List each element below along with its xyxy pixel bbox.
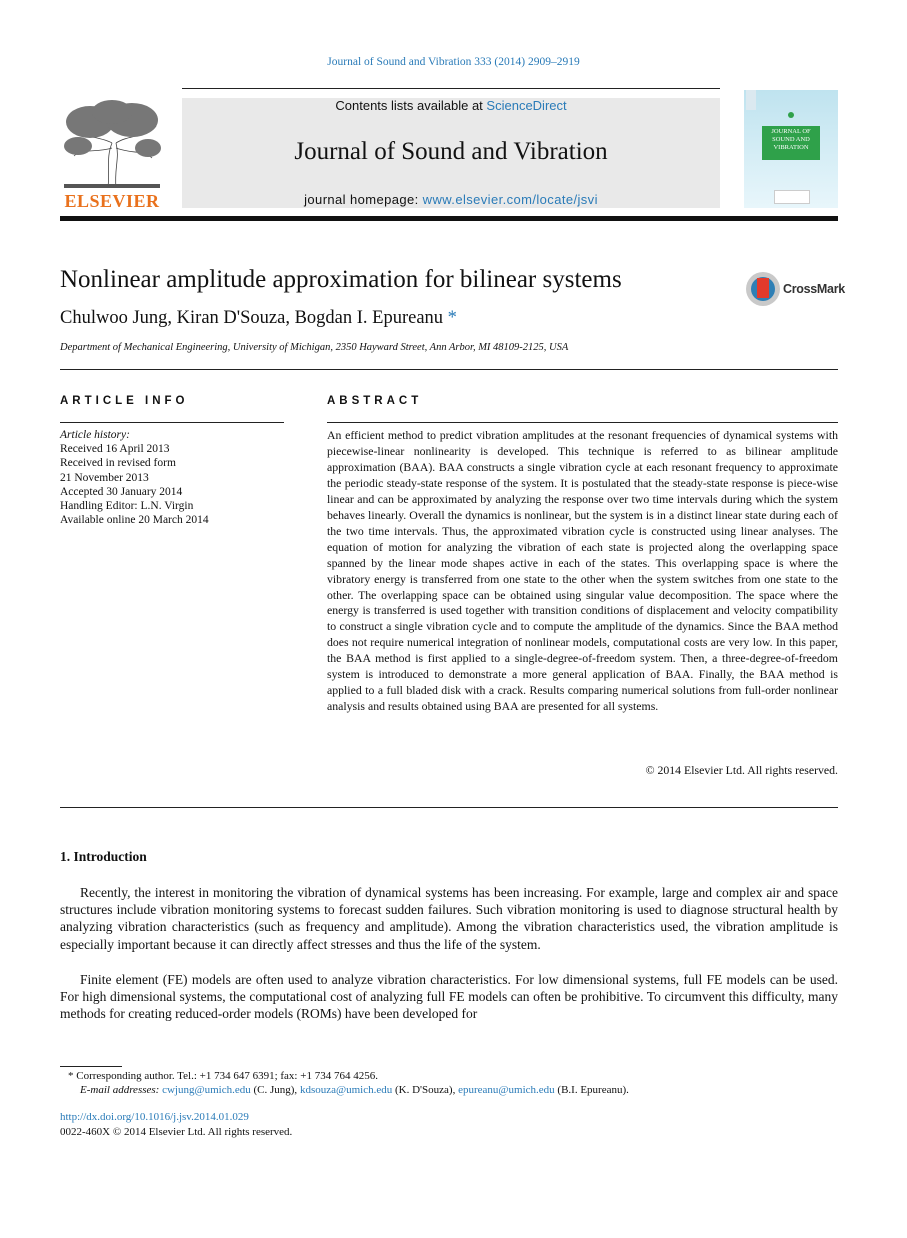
introduction-heading: 1. Introduction [60, 849, 147, 864]
email-owner: (K. D'Souza), [395, 1084, 456, 1096]
email-link-dsouza[interactable]: kdsouza@umich.edu [299, 1084, 393, 1096]
article-info-heading: ARTICLE INFO [60, 395, 189, 407]
abstract-text: An efficient method to predict vibration amplitudes at the resonant frequencies of dynamical systems with piecewise-linear nonlinearity is developed. This technique is referred to as bilinear amplitude approximation (BAA). BAA constructs a single vibration cycle at each resonant frequency to approximate the periodic steady-state response of the system. It is postulated that the steady-state response is piece-wise linear and can be approximated by analyzing the response over two time intervals during which the system behaves linearly. Overall the dynamics is nonlinear, but the system is in a distinct linear state during each of the two time intervals. Thus, the approximated vibration cycle is constructed using linear analyses. The equation of motion for analyzing the vibration of each state is projected along the overlapping space spanned by the linear mode shapes active in each of the states. This overlapping space is where the vibratory energy is transferred from one state to the other when the system switches from one state to the other. The overlapping space can be obtained using singular value decomposition. The space where the energy is transferred is used together with transition conditions of displacement and velocity compatibility to construct a single vibration cycle and to compute the amplitude of the dynamics. Since the BAA method does not require numerical integration of nonlinear models, computational costs are very low. In this paper, the BAA method is first applied to a single-degree-of-freedom system. Then, a three-degree-of-freedom system is introduced to demonstrate a more general application of BAA. Finally, the BAA method is applied to a full bladed disk with a crack. Results comparing numerical solutions from full-order nonlinear analysis and results obtained using BAA are presented for all systems. [327, 428, 838, 714]
abstract-rule [327, 422, 838, 423]
affiliation: Department of Mechanical Engineering, University of Michigan, 2350 Hayward Street, Ann Arbor, MI 48109-2125, USA [60, 342, 569, 353]
history-item: Accepted 30 January 2014 [60, 485, 183, 498]
history-item: 21 November 2013 [60, 471, 149, 484]
history-item: Handling Editor: L.N. Virgin [60, 500, 194, 513]
history-item: Available online 20 March 2014 [60, 514, 209, 527]
intro-paragraph: Finite element (FE) models are often used to analyze vibration characteristics. For low dimensional systems, full FE models can be used. For high dimensional systems, the computational cost of analyzing full FE models can often be prohibitive. To circumvent this difficulty, many methods for creating reduced-order models (ROMs) have been developed for [60, 972, 838, 1022]
section-divider [60, 369, 838, 370]
cover-logo-dot [788, 112, 794, 118]
author-names: Chulwoo Jung, Kiran D'Souza, Bogdan I. Epureanu [60, 308, 444, 328]
footnote-rule [60, 1066, 122, 1067]
intro-paragraph: Recently, the interest in monitoring the vibration of dynamical systems has been increasing. For example, large and complex air and space structures include vibration monitoring systems to forecast sudden failures. Such vibration monitoring is used to diagnose structural health by analyzing vibration characteristics (such as frequency and amplitude). Among the vibration characteristics used, the vibration amplitude is especially important because it can directly affect stresses and thus the life of the system. [60, 885, 838, 952]
history-label: Article history: [60, 429, 130, 441]
crossmark-icon [746, 272, 780, 306]
author-list [60, 308, 457, 329]
email-link-epureanu[interactable]: epureanu@umich.edu [458, 1084, 555, 1096]
doi-link[interactable]: http://dx.doi.org/10.1016/j.jsv.2014.01.029 [60, 1111, 249, 1123]
cover-publisher-mark [774, 190, 810, 204]
crossmark-badge[interactable] [746, 272, 845, 310]
homepage-line [182, 192, 720, 207]
sciencedirect-link[interactable]: ScienceDirect [486, 98, 567, 113]
body-divider [60, 807, 838, 808]
history-item: Received 16 April 2013 [60, 443, 170, 456]
issn-line: 0022-460X © 2014 Elsevier Ltd. All rights reserved. [60, 1126, 293, 1138]
header-top-rule [182, 88, 720, 89]
email-link-jung[interactable]: cwjung@umich.edu [162, 1084, 251, 1096]
article-info-rule [60, 422, 284, 423]
cover-corner-strip [746, 90, 756, 110]
email-label: E-mail addresses: [80, 1084, 160, 1096]
corresponding-author-mark[interactable]: * [447, 308, 457, 328]
crossmark-label: CrossMark [783, 282, 845, 296]
article-title: Nonlinear amplitude approximation for bilinear systems [60, 266, 622, 293]
email-owner: (B.I. Epureanu). [557, 1084, 629, 1096]
contents-line [182, 98, 720, 113]
history-item: Received in revised form [60, 457, 176, 470]
homepage-link[interactable]: www.elsevier.com/locate/jsvi [422, 192, 598, 207]
contents-prefix: Contents lists available at [335, 98, 483, 113]
journal-name: Journal of Sound and Vibration [294, 138, 608, 165]
homepage-prefix: journal homepage: [304, 192, 419, 207]
corresponding-author-footnote: * Corresponding author. Tel.: +1 734 647 6391; fax: +1 734 764 4256. [68, 1070, 378, 1082]
header-thick-rule [60, 216, 838, 221]
journal-citation[interactable]: Journal of Sound and Vibration 333 (2014) 2909–2919 [327, 56, 580, 68]
elsevier-wordmark: ELSEVIER [64, 191, 160, 211]
email-owner: (C. Jung), [253, 1084, 298, 1096]
email-footnote [80, 1084, 629, 1096]
abstract-copyright: © 2014 Elsevier Ltd. All rights reserved. [645, 763, 838, 777]
abstract-heading: ABSTRACT [327, 395, 423, 407]
cover-title-box: JOURNAL OF SOUND AND VIBRATION [762, 126, 820, 160]
article-history [60, 428, 300, 527]
journal-cover-thumbnail [744, 90, 838, 208]
